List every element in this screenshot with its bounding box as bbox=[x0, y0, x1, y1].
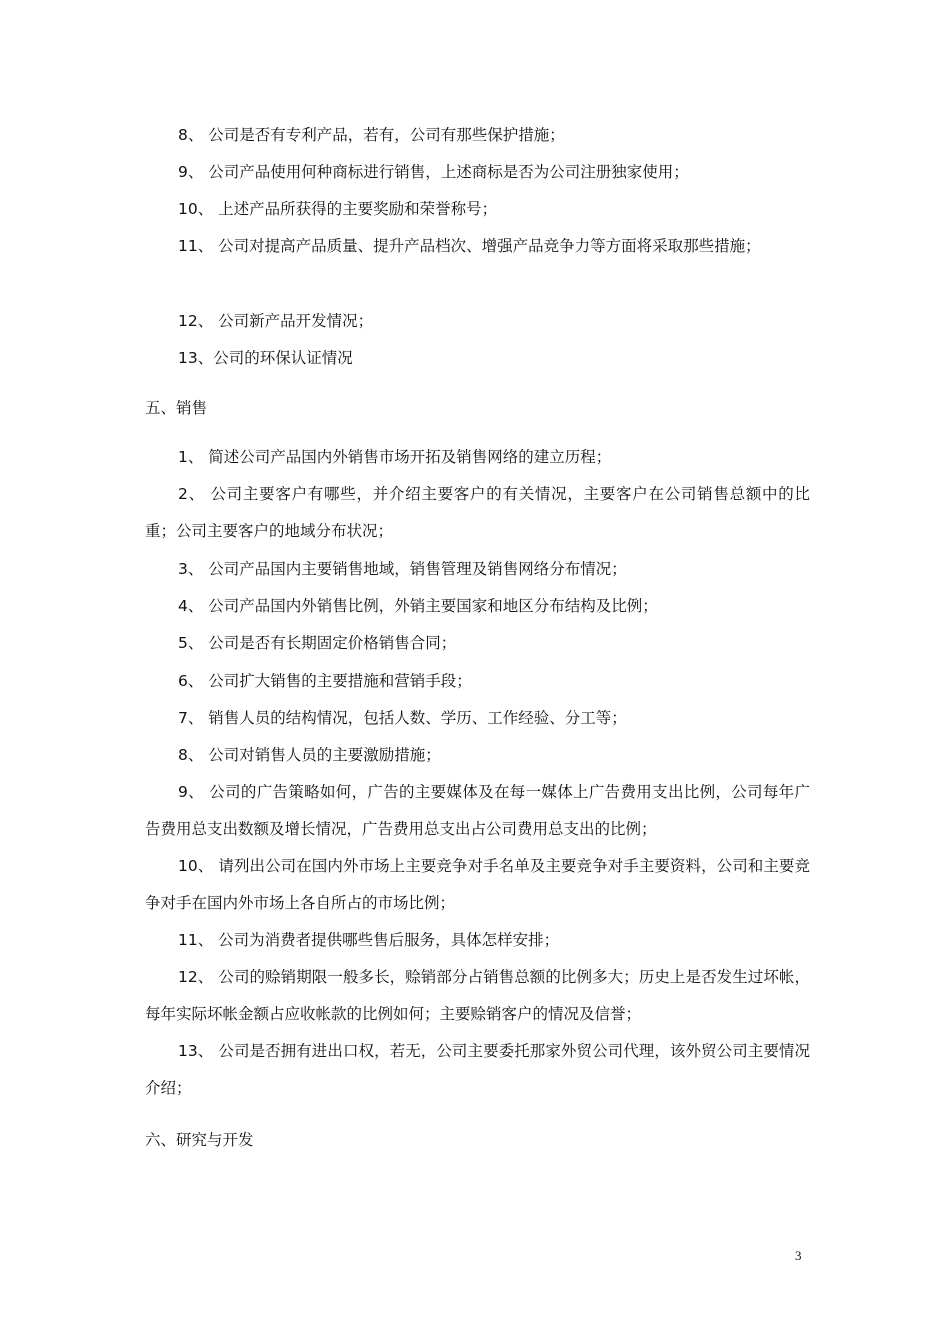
list-item: 12、 公司新产品开发情况； bbox=[178, 312, 374, 330]
list-item: 7、 销售人员的结构情况，包括人数、学历、工作经验、分工等； bbox=[178, 709, 627, 727]
list-item: 12、 公司的赊销期限一般多长，赊销部分占销售总额的比例多大；历史上是否发生过坏帐，每年实际坏帐金额占应收帐款的比例如何；主要赊销客户的情况及信誉； bbox=[145, 968, 810, 1023]
list-item: 5、 公司是否有长期固定价格销售合同； bbox=[178, 634, 457, 652]
list-item: 2、 公司主要客户有哪些，并介绍主要客户的有关情况，主要客户在公司销售总额中的比重；公司主要客户的地域分布状况； bbox=[145, 485, 810, 540]
list-item: 11、 公司为消费者提供哪些售后服务，具体怎样安排； bbox=[178, 931, 560, 949]
list-item: 10、 请列出公司在国内外市场上主要竞争对手名单及主要竞争对手主要资料，公司和主要竞争对手在国内外市场上各自所占的市场比例； bbox=[145, 857, 810, 912]
page-number: 3 bbox=[795, 1248, 802, 1263]
list-item: 3、 公司产品国内主要销售地域，销售管理及销售网络分布情况； bbox=[178, 560, 627, 578]
list-item: 13、公司的环保认证情况 bbox=[178, 349, 353, 367]
list-item: 4、 公司产品国内外销售比例，外销主要国家和地区分布结构及比例； bbox=[178, 597, 658, 615]
section-heading-rnd: 六、研究与开发 bbox=[145, 1131, 254, 1149]
list-item: 1、 简述公司产品国内外销售市场开拓及销售网络的建立历程； bbox=[178, 448, 612, 466]
list-item: 9、 公司的广告策略如何，广告的主要媒体及在每一媒体上广告费用支出比例，公司每年广告费用总支出数额及增长情况，广告费用总支出占公司费用总支出的比例； bbox=[145, 783, 810, 838]
list-item: 8、 公司对销售人员的主要激励措施； bbox=[178, 746, 441, 764]
list-item: 11、 公司对提高产品质量、提升产品档次、增强产品竞争力等方面将采取那些措施； bbox=[178, 237, 761, 255]
section-heading-sales: 五、销售 bbox=[145, 399, 208, 417]
list-item: 9、 公司产品使用何种商标进行销售，上述商标是否为公司注册独家使用； bbox=[178, 163, 689, 181]
list-item: 6、 公司扩大销售的主要措施和营销手段； bbox=[178, 672, 472, 690]
list-item: 10、 上述产品所获得的主要奖励和荣誉称号； bbox=[178, 200, 498, 218]
list-item: 8、 公司是否有专利产品，若有，公司有那些保护措施； bbox=[178, 126, 565, 144]
list-item: 13、 公司是否拥有进出口权，若无，公司主要委托那家外贸公司代理，该外贸公司主要情况介绍； bbox=[145, 1042, 810, 1097]
